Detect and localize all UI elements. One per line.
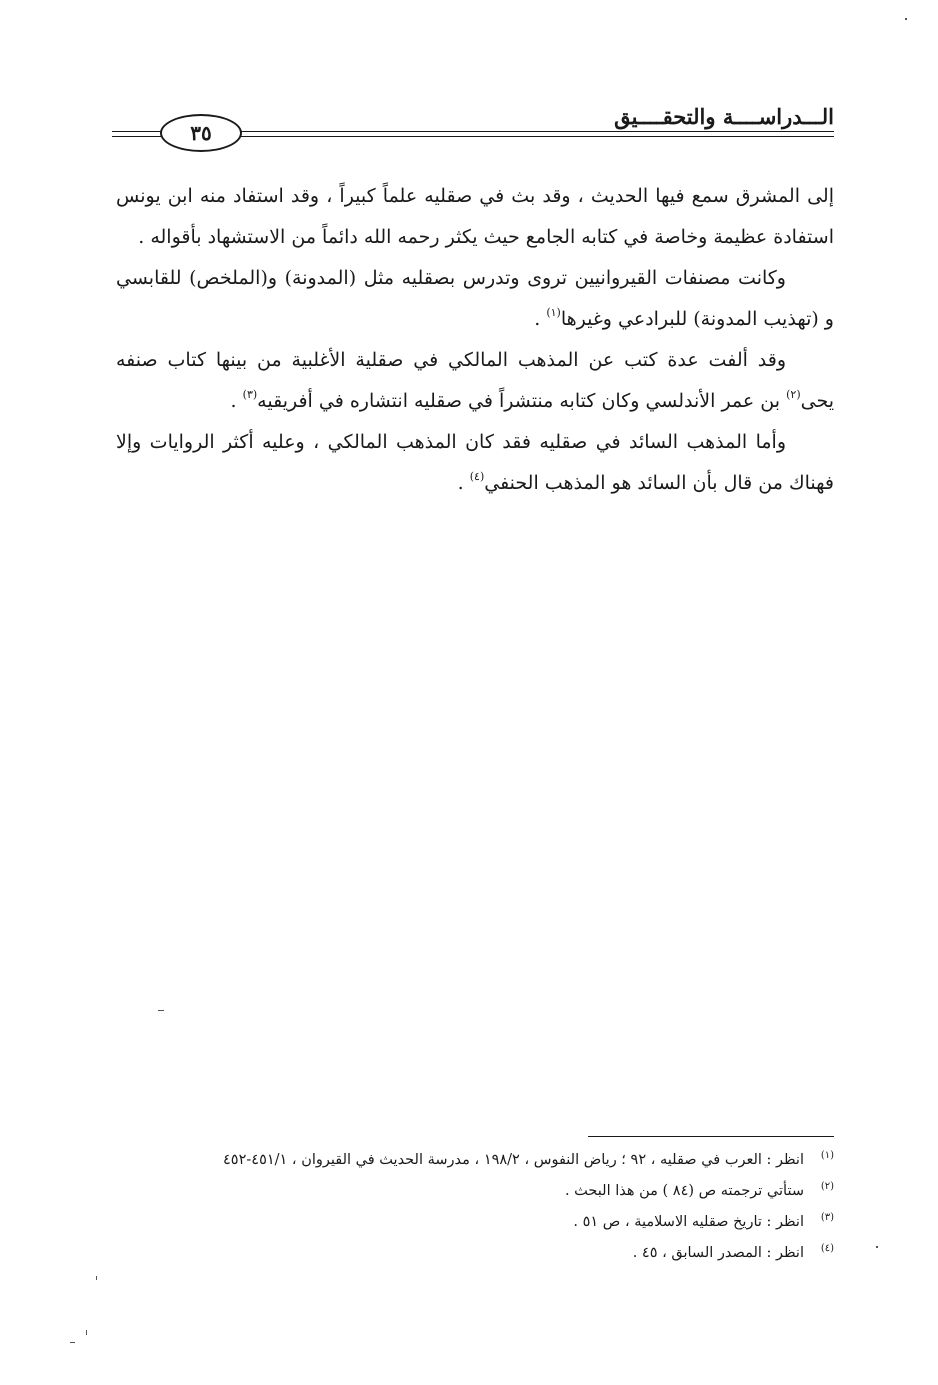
paragraph-text: وقد ألفت عدة كتب عن المذهب المالكي في صقلية الأغلبية من بينها كتاب صنفه يحى [116, 349, 834, 412]
footnote-reference: (١) [546, 306, 561, 319]
footnotes [116, 1145, 834, 1269]
scan-speck [96, 1276, 97, 1280]
footnote-reference: (٢) [786, 388, 801, 401]
running-header [112, 100, 834, 160]
footnote-reference: (٤) [469, 470, 485, 483]
footnote-mark: (٤) [820, 1243, 834, 1254]
paragraph-text: بن عمر الأندلسي وكان كتابه منتشراً في صقليه انتشاره في أفريقيه [257, 390, 787, 412]
scan-speck [905, 18, 907, 20]
footnote-4 [116, 1238, 834, 1269]
footnote-mark: (١) [820, 1150, 834, 1161]
scan-speck [876, 1246, 878, 1248]
paragraph-text: . [534, 308, 547, 330]
footnote-separator [588, 1136, 834, 1137]
paragraph-text: إلى المشرق سمع فيها الحديث ، وقد بث في صقليه علماً كبيراً ، وقد استفاد منه ابن يونس استفادة عظيمة وخاصة في كتابه الجامع حيث يكثر رحمه الله دائماً من الاستشهاد بأقواله . [116, 185, 834, 248]
footnote-text: انظر : المصدر السابق ، ٤٥ . [632, 1245, 804, 1261]
paragraph-4 [116, 422, 834, 504]
footnote-text: انظر : العرب في صقليه ، ٩٢ ؛ رياض النفوس ، ١٩٨/٢ ، مدرسة الحديث في القيروان ، ٤٥١/١-٤٥٢ [223, 1152, 804, 1168]
footnote-mark: (٣) [820, 1212, 834, 1223]
paragraph-text: . [230, 390, 243, 412]
scan-speck [86, 1330, 87, 1335]
footnote-text: انظر : تاريخ صقليه الاسلامية ، ص ٥١ . [573, 1214, 804, 1230]
paragraph-2 [116, 258, 834, 340]
page-number: ٣٥ [160, 114, 242, 152]
paragraph-text: . [457, 472, 470, 494]
header-title: الـــدراســــة والتحقــــيق [614, 104, 834, 129]
scan-speck [70, 1342, 75, 1343]
scan-speck [158, 1010, 164, 1011]
footnote-2 [116, 1176, 834, 1207]
footnote-text: ستأتي ترجمته ص (٨٤ ) من هذا البحث . [564, 1183, 804, 1199]
paragraph-text: وأما المذهب السائد في صقليه فقد كان المذهب المالكي ، وعليه أكثر الروايات وإلا فهناك من قال بأن السائد هو المذهب الحنفي [116, 431, 834, 494]
footnote-3 [116, 1207, 834, 1238]
paragraph-text: وكانت مصنفات القيروانيين تروى وتدرس بصقليه مثل (المدونة) و(الملخص) للقابسي و (تهذيب المدونة) للبرادعي وغيرها [116, 267, 834, 330]
footnote-1 [116, 1145, 834, 1176]
body-text [116, 176, 834, 504]
paragraph-1 [116, 176, 834, 258]
footnote-mark: (٢) [820, 1181, 834, 1192]
footnote-reference: (٣) [242, 388, 258, 401]
paragraph-3 [116, 340, 834, 422]
